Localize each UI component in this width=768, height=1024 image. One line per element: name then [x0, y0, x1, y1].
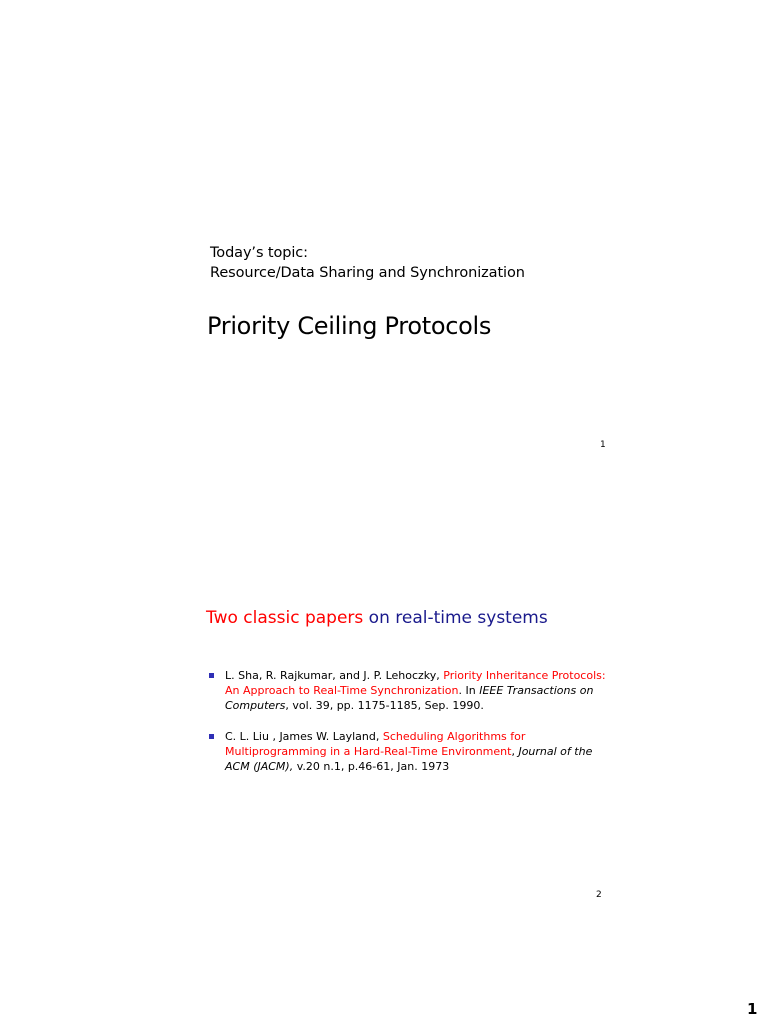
reference-item	[209, 729, 609, 774]
slide-number: 2	[596, 890, 602, 900]
reference-title: Priority Inheritance Protocols: An Approach to Real-Time Synchronization	[225, 669, 606, 697]
slide-number: 1	[600, 440, 606, 450]
reference-authors: C. L. Liu , James W. Layland,	[225, 730, 383, 743]
reference-list	[209, 668, 609, 790]
bullet-icon	[209, 673, 214, 678]
slide-heading	[206, 606, 548, 630]
reference-details: , vol. 39, pp. 1175-1185, Sep. 1990.	[285, 699, 484, 712]
reference-connector: . In	[458, 684, 480, 697]
topic-subject: Resource/Data Sharing and Synchronization	[210, 265, 525, 281]
reference-venue: IEEE Transactions on Computers	[225, 684, 594, 712]
slide-title: Priority Ceiling Protocols	[207, 312, 492, 340]
heading-rest: on real-time systems	[363, 608, 548, 628]
heading-highlight: Two classic papers	[206, 608, 364, 628]
reference-venue: Journal of the ACM (JACM),	[225, 745, 593, 773]
reference-title: Scheduling Algorithms for Multiprogramming in a Hard-Real-Time Environment	[225, 730, 526, 758]
topic-block	[210, 243, 525, 283]
page-number: 1	[747, 1000, 758, 1018]
reference-authors: L. Sha, R. Rajkumar, and J. P. Lehoczky,	[225, 669, 444, 682]
bullet-icon	[209, 734, 214, 739]
slide-2	[0, 512, 768, 992]
reference-connector: ,	[511, 745, 519, 758]
reference-details: v.20 n.1, p.46-61, Jan. 1973	[293, 760, 450, 773]
topic-label: Today’s topic:	[210, 245, 308, 261]
reference-item	[209, 668, 609, 713]
